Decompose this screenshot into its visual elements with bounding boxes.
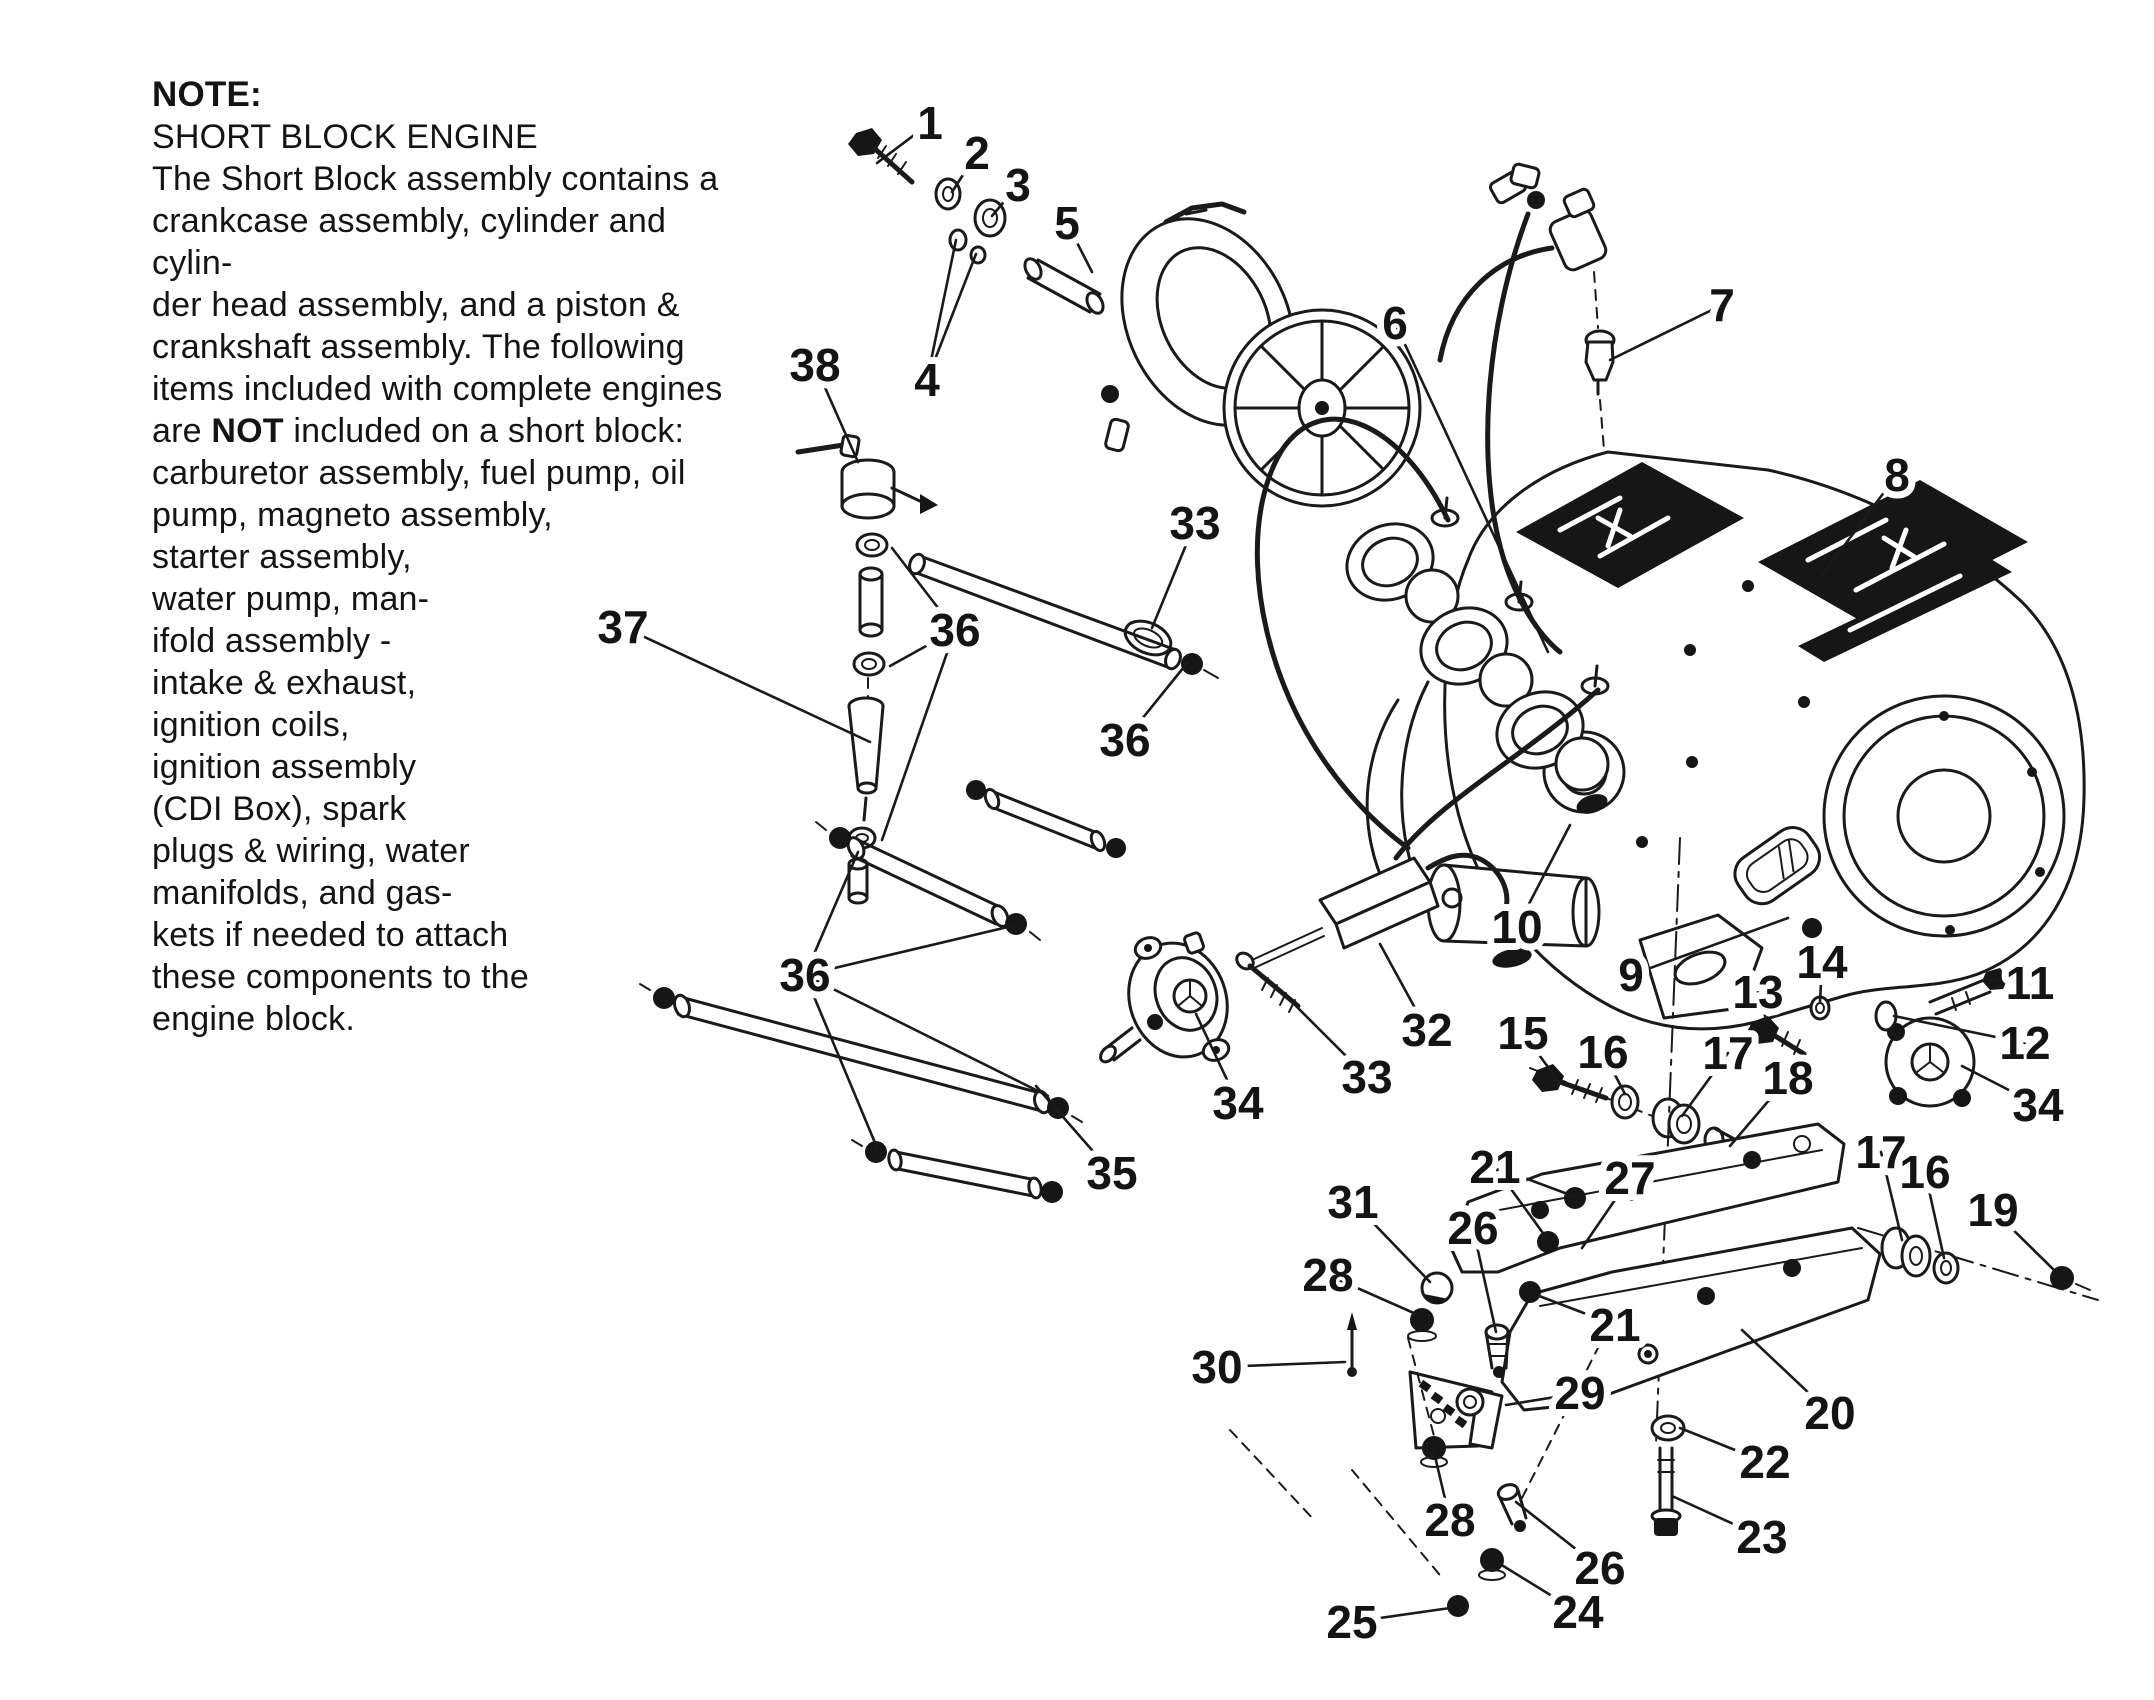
- bolt-shaft: [874, 148, 912, 182]
- callout-35: 35: [1086, 1147, 1138, 1199]
- callout-34: 34: [2012, 1079, 2064, 1131]
- callout-26: 26: [1574, 1542, 1626, 1594]
- note-line: starter assembly,: [152, 538, 412, 576]
- mount-rod: [852, 1140, 1063, 1203]
- cover-bolt: [2035, 867, 2045, 877]
- callout-27: 27: [1604, 1152, 1656, 1204]
- note-line: der head assembly, and a piston &: [152, 286, 680, 324]
- callout-18: 18: [1762, 1052, 1814, 1104]
- engine-bolt: [1798, 696, 1810, 708]
- recoil-starter-group: [1089, 190, 1420, 506]
- callout-17: 17: [1855, 1126, 1907, 1178]
- engine-bolt: [1686, 756, 1698, 768]
- bolt-23-head: [1654, 1518, 1678, 1536]
- clutch-cover: [1824, 696, 2064, 936]
- water-pump-left-group: [1098, 929, 1243, 1071]
- callout-38: 38: [789, 339, 841, 391]
- pump-outlet: [1098, 1043, 1119, 1065]
- leader-line-37: [623, 627, 870, 742]
- pump-bolt: [1147, 1014, 1163, 1030]
- callout-33: 33: [1169, 497, 1221, 549]
- bracket-hole: [1697, 1287, 1715, 1305]
- note-line: water pump, man-: [152, 580, 430, 618]
- bracket-hole: [1783, 1259, 1801, 1277]
- rod-bolt: [966, 780, 986, 800]
- mount-rod-group: [640, 780, 1126, 1203]
- rod-nut: [1005, 913, 1027, 935]
- callout-19: 19: [1967, 1184, 2019, 1236]
- cup-bottom: [849, 893, 867, 903]
- rod-nut: [1106, 838, 1126, 858]
- plug-centerline: [1594, 272, 1598, 328]
- callout-3: 3: [1005, 159, 1031, 211]
- note-line: ignition assembly: [152, 748, 417, 786]
- cover-bolt: [1939, 711, 1949, 721]
- callout-23: 23: [1736, 1511, 1788, 1563]
- plate-29-hole: [1457, 1389, 1483, 1415]
- callout-17: 17: [1702, 1027, 1754, 1079]
- note-line: plugs & wiring, water: [152, 832, 470, 870]
- washer: [857, 534, 887, 556]
- callout-4: 4: [914, 354, 940, 406]
- note-line: The Short Block assembly contains a: [152, 160, 719, 198]
- spacer-top: [860, 568, 882, 580]
- note-line: are NOT included on a short block:: [152, 412, 685, 450]
- leader-line-36: [805, 975, 1048, 1096]
- engine-bolt: [1742, 580, 1754, 592]
- callout-14: 14: [1796, 936, 1848, 988]
- callout-25: 25: [1326, 1596, 1378, 1648]
- screw-link: [1252, 928, 1322, 960]
- nut-24: [1480, 1548, 1504, 1572]
- note-line: these components to the: [152, 958, 529, 996]
- valve-body-bottom: [842, 494, 894, 518]
- elbow-ball: [1527, 191, 1545, 209]
- valve-outlet: [892, 488, 922, 502]
- callout-6: 6: [1382, 297, 1408, 349]
- callout-1: 1: [917, 97, 943, 149]
- callout-16: 16: [1899, 1146, 1951, 1198]
- callout-9: 9: [1618, 949, 1644, 1001]
- pin-30-head: [1347, 1367, 1357, 1377]
- engine-bolt: [1636, 836, 1648, 848]
- washer-16b: [1934, 1253, 1958, 1283]
- washer: [854, 653, 884, 675]
- callout-36: 36: [1099, 714, 1151, 766]
- spark-plug-group: [1440, 188, 1614, 450]
- callout-10: 10: [1491, 901, 1543, 953]
- rod-nut: [1041, 1181, 1063, 1203]
- cup-tab: [1101, 385, 1119, 403]
- cover-bolt: [2027, 767, 2037, 777]
- filter-cone: [849, 706, 883, 788]
- callout-11: 11: [2005, 957, 2055, 1009]
- note-line: ifold assembly -: [152, 622, 392, 660]
- callout-8: 8: [1884, 449, 1910, 501]
- pin-30-tip: [1347, 1312, 1357, 1330]
- plug-centerline: [1600, 400, 1604, 450]
- cup-tab: [1105, 418, 1130, 451]
- callout-26: 26: [1447, 1202, 1499, 1254]
- washer-16: [1612, 1086, 1638, 1118]
- leader-line-36: [805, 926, 1012, 975]
- bushing-17-end: [1669, 1105, 1699, 1143]
- callout-16: 16: [1577, 1026, 1629, 1078]
- leader-line-36: [882, 630, 955, 840]
- mount-rod: [640, 984, 1082, 1122]
- callout-21: 21: [1469, 1141, 1521, 1193]
- shroud-arc: [1367, 700, 1398, 892]
- rod-bolt: [653, 987, 675, 1009]
- callout-33: 33: [1341, 1051, 1393, 1103]
- callout-28: 28: [1302, 1249, 1354, 1301]
- engine-bolt: [1684, 644, 1696, 656]
- callout-29: 29: [1554, 1367, 1606, 1419]
- callout-5: 5: [1054, 197, 1080, 249]
- note-line: engine block.: [152, 1000, 355, 1038]
- callout-32: 32: [1401, 1004, 1453, 1056]
- filter-bottom: [858, 783, 876, 793]
- small-washer: [950, 230, 966, 250]
- rod-bolt: [829, 827, 851, 849]
- pin-end: [1022, 256, 1045, 282]
- stem: [864, 798, 866, 820]
- note-line: crankcase assembly, cylinder and cylin-: [152, 202, 667, 282]
- callout-28: 28: [1424, 1494, 1476, 1546]
- note-line: (CDI Box), spark: [152, 790, 407, 828]
- pin-end: [1084, 290, 1107, 316]
- callout-22: 22: [1739, 1436, 1791, 1488]
- elbow-fitting: [1510, 163, 1540, 189]
- callout-2: 2: [964, 127, 990, 179]
- note-line: manifolds, and gas-: [152, 874, 453, 912]
- callout-36: 36: [929, 604, 981, 656]
- callout-12: 12: [1999, 1017, 2051, 1069]
- bracket-hole: [1531, 1201, 1549, 1219]
- note-line: crankshaft assembly. The following: [152, 328, 685, 366]
- callout-30: 30: [1191, 1341, 1243, 1393]
- stud-26-tip: [1493, 1366, 1505, 1378]
- callout-21: 21: [1589, 1299, 1641, 1351]
- nut-25: [1447, 1595, 1469, 1617]
- screw-link: [1254, 936, 1324, 968]
- nut-21: [1537, 1231, 1559, 1253]
- note-line: kets if needed to attach: [152, 916, 509, 954]
- leader-line-36: [805, 975, 878, 1150]
- note-heading: NOTE:: [152, 75, 262, 114]
- pump-bolt: [1889, 1087, 1907, 1105]
- note-line: intake & exhaust,: [152, 664, 417, 702]
- callout-13: 13: [1732, 966, 1784, 1018]
- spacer-bottom: [860, 624, 882, 636]
- fuel-valve-group: [798, 435, 938, 903]
- valve-outlet-tip: [920, 494, 938, 514]
- callout-36: 36: [779, 949, 831, 1001]
- nut-21: [1564, 1187, 1586, 1209]
- bracket-hole: [1743, 1151, 1761, 1169]
- rod-nut: [1047, 1097, 1069, 1119]
- pump-bolt: [1953, 1089, 1971, 1107]
- callout-15: 15: [1497, 1007, 1549, 1059]
- note-line: pump, magneto assembly,: [152, 496, 553, 534]
- tube-nut: [1181, 653, 1203, 675]
- bushing-17b-end: [1902, 1236, 1930, 1276]
- callout-31: 31: [1327, 1176, 1379, 1228]
- callout-7: 7: [1709, 279, 1735, 331]
- callout-20: 20: [1804, 1387, 1856, 1439]
- callout-34: 34: [1212, 1077, 1264, 1129]
- nut-21: [1519, 1281, 1541, 1303]
- note-subheading: SHORT BLOCK ENGINE: [152, 118, 538, 156]
- screw-shaft: [1250, 966, 1298, 1006]
- mount-rod: [966, 780, 1126, 858]
- callout-24: 24: [1552, 1586, 1604, 1638]
- callout-37: 37: [597, 601, 649, 653]
- plug-body: [1586, 342, 1613, 380]
- engine-block-group: [1367, 452, 2084, 1029]
- leader-line-7: [1610, 305, 1722, 360]
- note-line: ignition coils,: [152, 706, 350, 744]
- note-line: carburetor assembly, fuel pump, oil: [152, 454, 686, 492]
- washer: [1408, 1331, 1436, 1341]
- mount-foot-nut: [1802, 918, 1822, 938]
- cover-bolt: [1945, 925, 1955, 935]
- thread-tick: [1204, 670, 1218, 678]
- assembly-dash: [1230, 1430, 1316, 1522]
- fan-wheel-hub-center: [1315, 401, 1329, 415]
- note-line: items included with complete engines: [152, 370, 723, 408]
- stud-26-tip: [1514, 1520, 1526, 1532]
